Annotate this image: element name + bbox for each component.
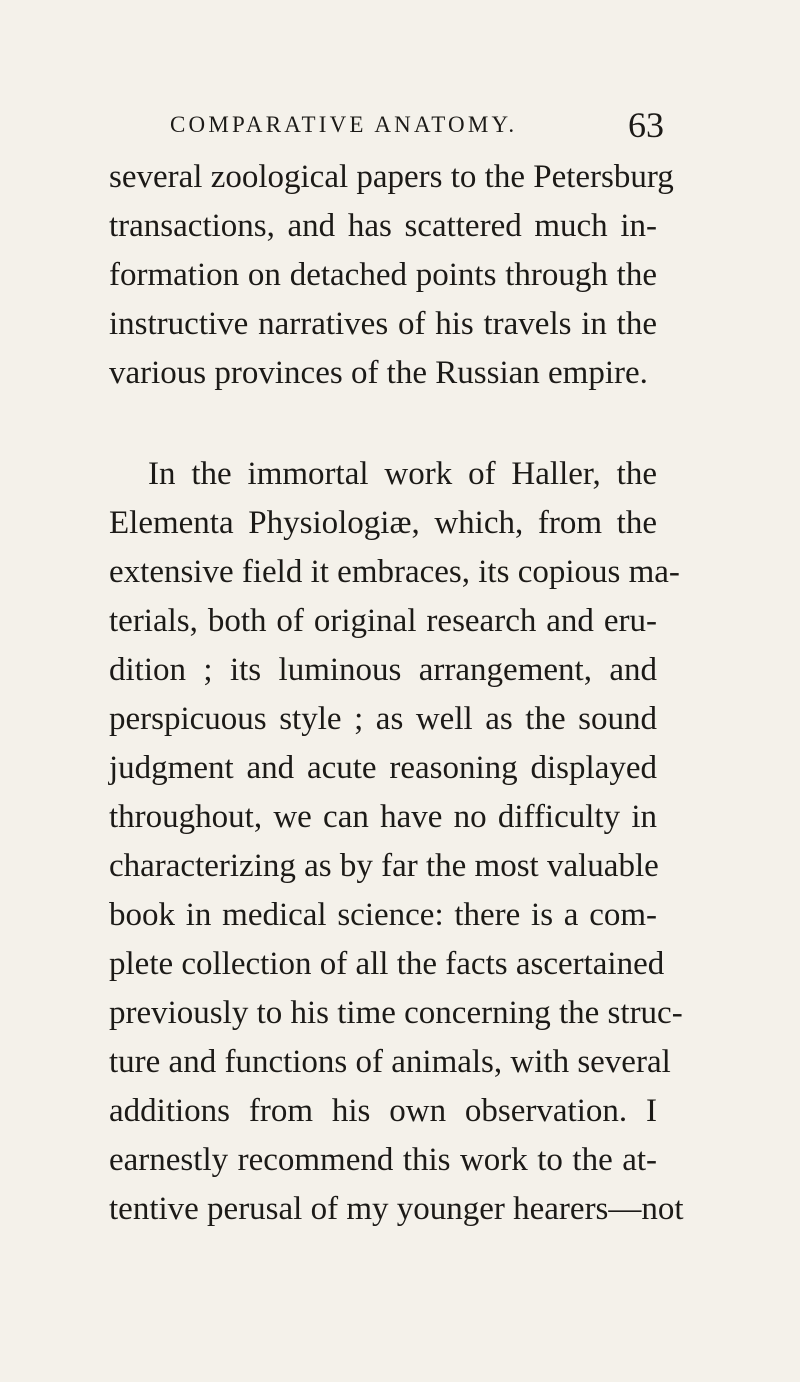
text-line: In the immortal work of Haller, the — [148, 456, 657, 492]
text-line: instructive narratives of his travels in the — [109, 306, 657, 342]
text-line: earnestly recommend this work to the at- — [109, 1142, 657, 1178]
text-line: judgment and acute reasoning displayed — [109, 750, 657, 786]
text-line: dition ; its luminous arrangement, and — [109, 652, 657, 688]
text-line: extensive field it embraces, its copious ma- — [109, 554, 680, 590]
text-line: various provinces of the Russian empire. — [109, 355, 648, 391]
text-line: throughout, we can have no difficulty in — [109, 799, 657, 835]
text-line: book in medical science: there is a com- — [109, 897, 657, 933]
text-line: plete collection of all the facts ascertained — [109, 946, 665, 982]
text-line: terials, both of original research and eru- — [109, 603, 657, 639]
page-number: 63 — [628, 105, 664, 145]
text-line: several zoological papers to the Petersburg — [109, 159, 674, 195]
text-line: tentive perusal of my younger hearers—not — [109, 1191, 684, 1227]
text-line: ture and functions of animals, with several — [109, 1044, 671, 1080]
running-title: COMPARATIVE ANATOMY. — [170, 112, 518, 137]
text-line: additions from his own observation. I — [109, 1093, 657, 1129]
text-line: characterizing as by far the most valuable — [109, 848, 659, 884]
text-line: perspicuous style ; as well as the sound — [109, 701, 657, 737]
text-line: transactions, and has scattered much in- — [109, 208, 657, 244]
text-line: formation on detached points through the — [109, 257, 657, 293]
running-head — [0, 104, 800, 144]
text-line: previously to his time concerning the struc- — [109, 995, 683, 1031]
text-line: Elementa Physiologiæ, which, from the — [109, 505, 657, 541]
